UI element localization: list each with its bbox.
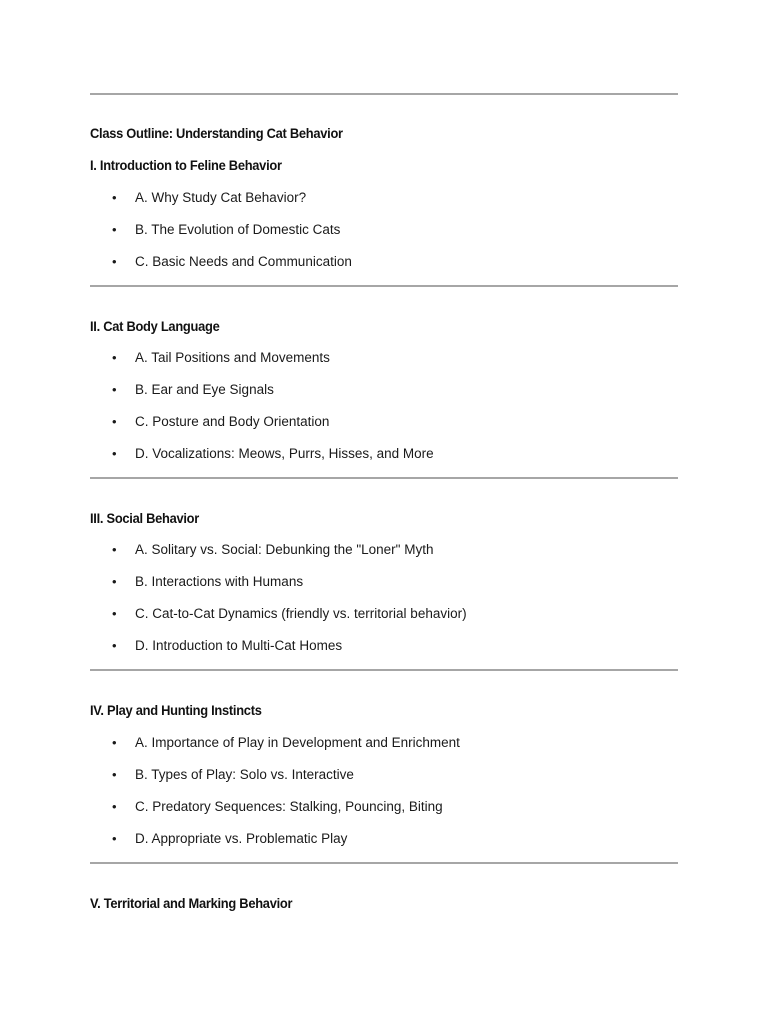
divider: [90, 862, 678, 864]
bullet-icon: •: [112, 254, 117, 269]
bullet-icon: •: [112, 799, 117, 814]
list-item-text: C. Basic Needs and Communication: [135, 254, 352, 269]
list-item-text: C. Posture and Body Orientation: [135, 414, 330, 429]
divider-top: [90, 93, 678, 95]
list-item-text: A. Solitary vs. Social: Debunking the "Loner" Myth: [135, 542, 434, 557]
document-title: Class Outline: Understanding Cat Behavior: [90, 125, 343, 141]
bullet-icon: •: [112, 638, 117, 653]
list-item-text: C. Predatory Sequences: Stalking, Pouncing, Biting: [135, 799, 443, 814]
list-item-text: B. Ear and Eye Signals: [135, 382, 274, 397]
bullet-icon: •: [112, 190, 117, 205]
bullet-icon: •: [112, 446, 117, 461]
section-heading-5: V. Territorial and Marking Behavior: [90, 895, 293, 911]
section-heading-1: I. Introduction to Feline Behavior: [90, 157, 282, 173]
list-item-text: C. Cat-to-Cat Dynamics (friendly vs. territorial behavior): [135, 606, 467, 621]
bullet-icon: •: [112, 735, 117, 750]
list-item-text: D. Appropriate vs. Problematic Play: [135, 831, 348, 846]
divider: [90, 669, 678, 671]
list-item-text: B. Interactions with Humans: [135, 574, 304, 589]
divider: [90, 477, 678, 479]
bullet-icon: •: [112, 767, 117, 782]
list-item-text: D. Introduction to Multi-Cat Homes: [135, 638, 343, 653]
bullet-icon: •: [112, 831, 117, 846]
bullet-icon: •: [112, 542, 117, 557]
section-heading-2: II. Cat Body Language: [90, 318, 220, 334]
section-heading-4: IV. Play and Hunting Instincts: [90, 702, 262, 718]
bullet-icon: •: [112, 350, 117, 365]
list-item-text: A. Why Study Cat Behavior?: [135, 190, 307, 205]
list-item-text: A. Tail Positions and Movements: [135, 350, 330, 365]
divider: [90, 285, 678, 287]
bullet-icon: •: [112, 606, 117, 621]
list-item-text: D. Vocalizations: Meows, Purrs, Hisses, and More: [135, 446, 434, 461]
bullet-icon: •: [112, 222, 117, 237]
section-heading-3: III. Social Behavior: [90, 510, 200, 526]
bullet-icon: •: [112, 382, 117, 397]
bullet-icon: •: [112, 574, 117, 589]
list-item-text: A. Importance of Play in Development and Enrichment: [135, 735, 460, 750]
list-item-text: B. Types of Play: Solo vs. Interactive: [135, 767, 354, 782]
bullet-icon: •: [112, 414, 117, 429]
list-item-text: B. The Evolution of Domestic Cats: [135, 222, 341, 237]
